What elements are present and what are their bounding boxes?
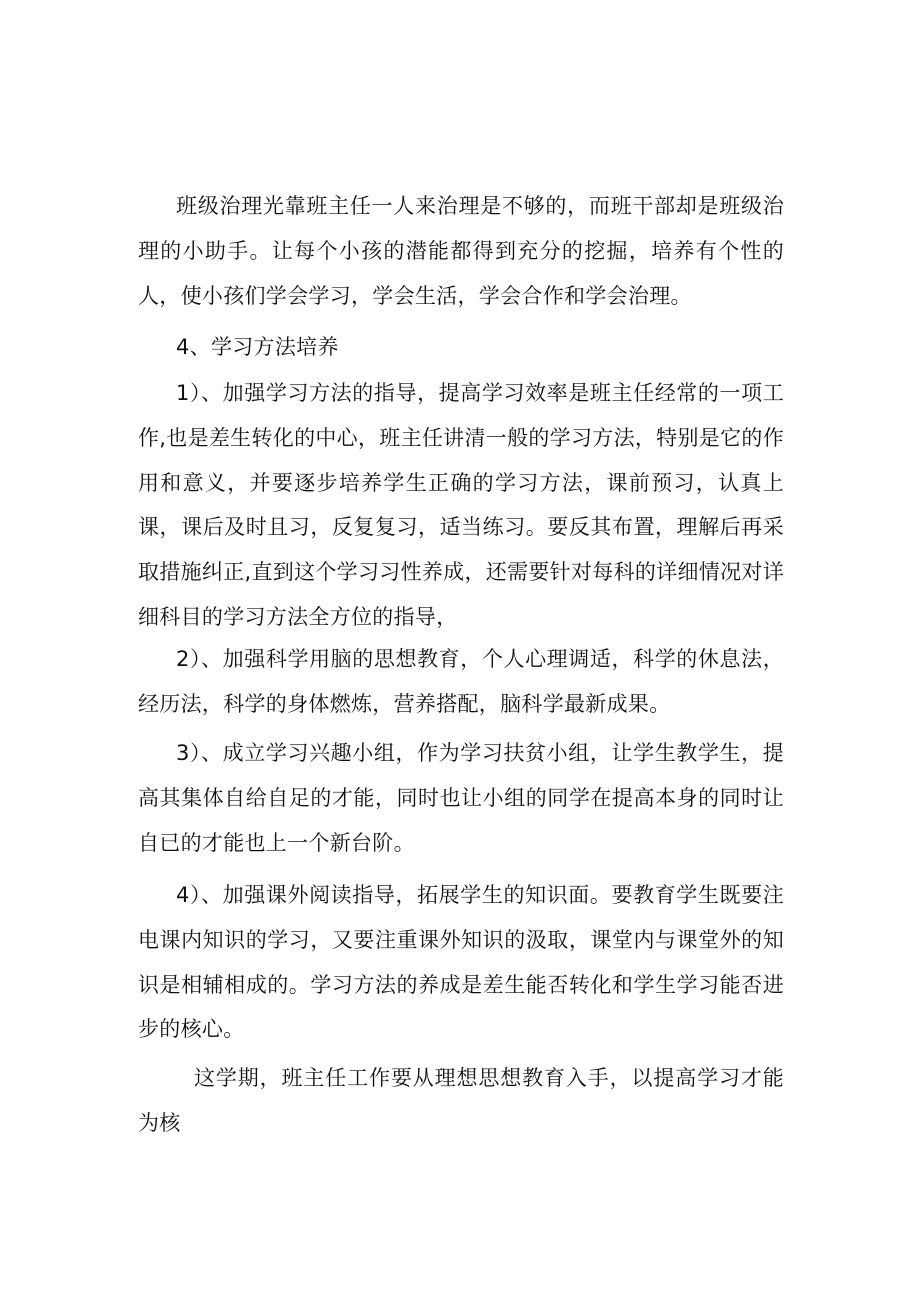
paragraph-item-2: 2）、加强科学用脑的思想教育，个人心理调适，科学的休息法，经历法，科学的身体燃炼，营养搭配，脑科学最新成果。 [138, 647, 784, 716]
paragraph-class-management: 班级治理光靠班主任一人来治理是不够的，而班干部却是班级治理的小助手。让每个小孩的潜能都得到充分的挖掘，培养有个性的人，使小孩们学会学习，学会生活，学会合作和学会治理。 [138, 194, 784, 308]
paragraph-item-4: 4）、加强课外阅读指导，拓展学生的知识面。要教育学生既要注电课内知识的学习，又要注重课外知识的汲取，课堂内与课堂外的知识是相辅相成的。学习方法的养成是差生能否转化和学生学习能否进步的核心。 [138, 883, 784, 1042]
paragraph-item-3: 3）、成立学习兴趣小组，作为学习扶贫小组，让学生教学生，提高其集体自给自足的才能，同时也让小组的同学在提高本身的同时让自已的才能也上一个新台阶。 [138, 741, 784, 855]
section-heading-study-methods: 4、学习方法培养 [176, 335, 339, 359]
paragraph-semester-plan: 这学期，班主任工作要从理想思想教育入手，以提高学习才能为核 [138, 1066, 784, 1135]
paragraph-item-1: 1）、加强学习方法的指导，提高学习效率是班主任经常的一项工作,也是差生转化的中心，班主任讲清一般的学习方法，特别是它的作用和意义，并要逐步培养学生正确的学习方法，课前预习，认真上课，课后及时且习，反复复习，适当练习。要反其布置，理解后再采取措施纠正,直到这个学习习性养成，还需要针对每科的详细情况对详细科目的学习方法全方位的指导， [138, 381, 784, 629]
